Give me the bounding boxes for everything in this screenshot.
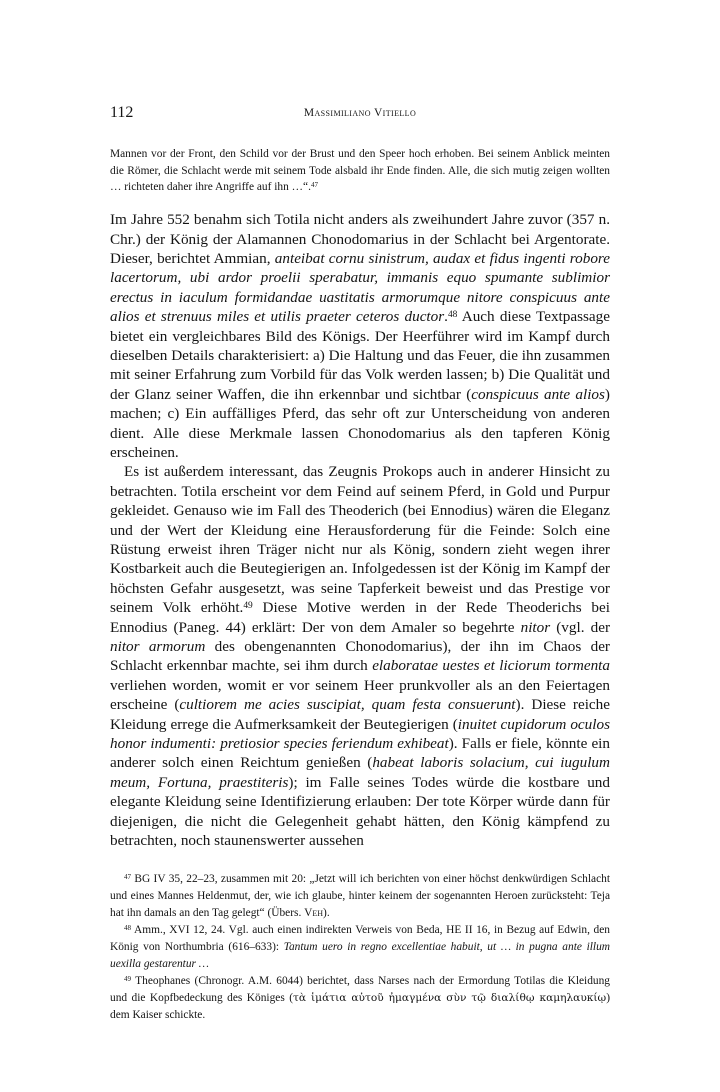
latin-phrase: inuitet cupidorum oculos honor indumenti: pretiosior species feriendum exhibeat — [110, 715, 610, 753]
block-quote — [110, 146, 610, 196]
footnote-ref-49: 49 — [243, 601, 253, 611]
quote-text: Mannen vor der Front, den Schild vor der Brust und den Speer hoch erhoben. Bei seinem Anblick meinten die Römer, die Schlacht werde mit seinem Tode alsbald ihr Ende finden. Alle, die sich mutig zeigen wollten … richteten daher ihre Angriffe auf ihn …“. — [110, 148, 610, 194]
footnote-number: 49 — [124, 974, 132, 983]
text-run: Im Jahre 552 benahm sich Totila nicht anders als zweihundert Jahre zuvor (357 n. Chr.) der König der Alamannen Chonodomarius in der Schlacht bei Argentorate. Dieser, berichtet Ammian, — [110, 211, 610, 267]
text-run: Auch diese Textpassage bietet ein vergleichbares Bild des Königs. Der Heerführer wird im Kampf durch dieselben Details charakterisiert: a) Die Haltung und das Feuer, die ihn zusammen mit seiner Erfahrung zum Vorbild für das Volk werden lassen; b) Die Qualität und der Glanz seiner Waffen, die ihn erkennbar und sichtbar ( — [110, 308, 610, 403]
footnote-47 — [110, 871, 610, 922]
text-run: Diese Motive werden in der Rede Theoderichs bei Ennodius (Paneg. 44) erklärt: Der von dem Amaler so begehrte — [110, 599, 610, 636]
text-run: des obengenannten Chonodomarius), der ihn im Chaos der Schlacht erkennbar machte, sei ihm durch — [110, 638, 610, 675]
footnote-49 — [110, 973, 610, 1024]
paragraph-1 — [110, 210, 610, 462]
paragraph-2 — [110, 462, 610, 850]
greek-quote: τὰ ἱμάτια αὐτοῦ ἠμαγμένα σὺν τῷ διαλίθῳ καμηλαυκίῳ — [293, 991, 607, 1004]
footnote-ref-48: 48 — [447, 309, 458, 320]
page-number: 112 — [110, 104, 134, 121]
footnote-number: 48 — [124, 923, 132, 932]
footnote-text: Theophanes (Chronogr. A.M. 6044) berichtet, dass Narses nach der Ermordung Totilas die Kleidung und die Kopfbedeckung des Königes ( — [110, 974, 610, 1004]
latin-phrase: cultiorem me acies suscipiat, quam festa consuerunt — [179, 696, 516, 714]
translator-name: Veh — [304, 906, 324, 919]
book-page — [110, 104, 610, 1024]
running-head-author: Massimiliano Vitiello — [303, 107, 417, 119]
footnote-number: 47 — [124, 872, 132, 881]
footnote-text: ). — [323, 906, 330, 919]
main-text — [110, 210, 610, 850]
latin-phrase: nitor armorum — [110, 638, 206, 656]
text-run: ). Falls er fiele, könnte ein anderer solch einen Reichtum genießen ( — [110, 735, 610, 772]
footnote-text: Amm., XVI 12, 24. Vgl. auch einen indirekten Verweis von Beda, HE II 16, in Bezug auf Edwin, den König von Northumbria (616–633): — [110, 923, 610, 953]
latin-phrase: elaboratae uestes et liciorum tormenta — [372, 657, 611, 675]
latin-quote: anteibat cornu sinistrum, audax et fidus ingenti robore lacertorum, ubi ardor proelii sperabatur, immanis equo spumante sublimior erectus in iaculum formidandae uastitatis armorumque nitore conspicuus ante alios et strenuus miles et utilis praeter ceteros ductor — [110, 249, 611, 326]
latin-phrase: nitor — [520, 618, 551, 636]
footnote-48 — [110, 922, 610, 973]
footnotes — [110, 871, 610, 1024]
footnote-text: BG IV 35, 22–23, zusammen mit 20: „Jetzt will ich berichten von einer höchst denkwürdigen Schlacht und eines Mannes Heldenmut, der, wie ich glaube, hinter keinem der sogenannten Heroen zurücksteht: Teja hat ihn damals an den Tag gelegt“ (Übers. — [110, 872, 610, 919]
text-run: Es ist außerdem interessant, das Zeugnis Prokops auch in anderer Hinsicht zu betrachten. Totila erscheint vor dem Feind auf seinem Pferd, in Gold und Purpur gekleidet. Genauso wie im Fall des Theoderich (bei Ennodius) wären die Eleganz und der Wert der Kleidung eine Herausforderung für die Feinde: Solch eine Rüstung erweist ihren Träger nicht nur als König, sondern zieht wegen ihrer Kostbarkeit auch die Beutegierigen an. Infolgedessen ist der König im Kampf der höchsten Gefahr ausgesetzt, was seine Tapferkeit beweist und das Prestige vor seinem Volk erhöht. — [110, 463, 610, 617]
page-header — [110, 104, 610, 126]
footnote-text: ) dem Kaiser schickte. — [110, 991, 610, 1021]
text-run: verliehen worden, womit er vor seinem Heer prunkvoller als an den Feiertagen erscheine ( — [110, 676, 610, 714]
latin-quote: Tantum uero in regno excellentiae habuit, ut … in pugna ante illum uexilla gestarentur … — [110, 940, 610, 970]
text-run: ); im Falle seines Todes würde die kostbare und elegante Kleidung seine Identifizierung erlauben: Der tote Körper würde dann für diejenigen, die nicht die Gelegenheit gehabt hätten, den König kämpfend zu betrachten, noch staunenswerter aussehen — [110, 773, 610, 850]
text-run: . — [444, 308, 448, 326]
footnote-ref-47: 47 — [310, 181, 318, 190]
latin-phrase: conspicuus ante alios — [471, 385, 605, 403]
text-run: (vgl. der — [550, 618, 611, 636]
text-run: ) machen; c) Ein auffälliges Pferd, das sehr oft zur Unterscheidung von anderen dient. Alle diese Merkmale lassen Chonodomarius als den tapferen König erscheinen. — [110, 385, 610, 461]
latin-phrase: habeat laboris solacium, cui iugulum meum, Fortuna, praestiteris — [110, 754, 610, 791]
text-run: ). Diese reiche Kleidung errege die Aufmerksamkeit der Beutegierigen ( — [110, 696, 610, 733]
